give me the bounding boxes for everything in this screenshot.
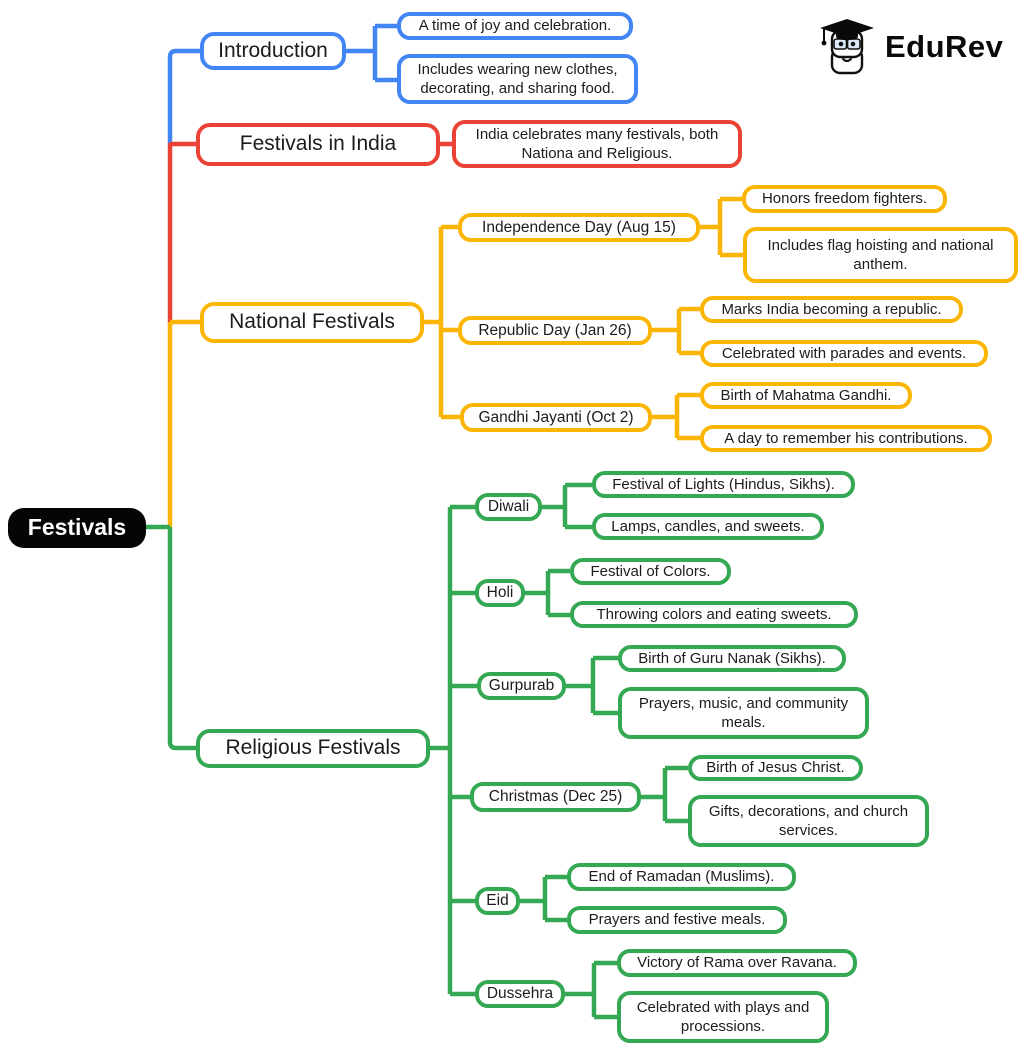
leaf-prayers-music: Prayers, music, and community meals.: [618, 687, 869, 739]
subbranch-gurpurab: Gurpurab: [477, 672, 566, 700]
leaf-gifts-decorations: Gifts, decorations, and church services.: [688, 795, 929, 847]
subbranch-gandhi-jayanti: Gandhi Jayanti (Oct 2): [460, 403, 652, 432]
subbranch-eid: Eid: [475, 887, 520, 915]
leaf-festival-of-lights: Festival of Lights (Hindus, Sikhs).: [592, 471, 855, 498]
root-node-festivals: Festivals: [8, 508, 146, 548]
leaf-flag-hoisting: Includes flag hoisting and national anthem.: [743, 227, 1018, 283]
leaf-honors-freedom-fighters: Honors freedom fighters.: [742, 185, 947, 213]
branch-national-festivals: National Festivals: [200, 302, 424, 343]
leaf-birth-jesus: Birth of Jesus Christ.: [688, 755, 863, 781]
subbranch-dussehra: Dussehra: [475, 980, 565, 1008]
leaf-remember-contributions: A day to remember his contributions.: [700, 425, 992, 452]
leaf-guru-nanak: Birth of Guru Nanak (Sikhs).: [618, 645, 846, 672]
branch-introduction: Introduction: [200, 32, 346, 70]
branch-religious-festivals: Religious Festivals: [196, 729, 430, 768]
leaf-end-of-ramadan: End of Ramadan (Muslims).: [567, 863, 796, 891]
leaf-new-clothes: Includes wearing new clothes, decorating, and sharing food.: [397, 54, 638, 104]
leaf-india-celebrates: India celebrates many festivals, both Nationa and Religious.: [452, 120, 742, 168]
leaf-marks-republic: Marks India becoming a republic.: [700, 296, 963, 323]
leaf-victory-of-rama: Victory of Rama over Ravana.: [617, 949, 857, 977]
leaf-plays-processions: Celebrated with plays and processions.: [617, 991, 829, 1043]
subbranch-christmas: Christmas (Dec 25): [470, 782, 641, 812]
leaf-prayers-festive-meals: Prayers and festive meals.: [567, 906, 787, 934]
subbranch-republic-day: Republic Day (Jan 26): [458, 316, 652, 345]
edurev-logo: [816, 14, 1012, 80]
subbranch-diwali: Diwali: [475, 493, 542, 521]
leaf-joy-celebration: A time of joy and celebration.: [397, 12, 633, 40]
edurev-wordmark: EduRev: [885, 29, 1004, 64]
subbranch-holi: Holi: [475, 579, 525, 607]
leaf-lamps-candles: Lamps, candles, and sweets.: [592, 513, 824, 540]
leaf-festival-of-colors: Festival of Colors.: [570, 558, 731, 585]
leaf-parades-events: Celebrated with parades and events.: [700, 340, 988, 367]
edurev-mascot-icon: [816, 17, 878, 77]
branch-festivals-in-india: Festivals in India: [196, 123, 440, 166]
leaf-throwing-colors: Throwing colors and eating sweets.: [570, 601, 858, 628]
subbranch-independence-day: Independence Day (Aug 15): [458, 213, 700, 242]
leaf-birth-gandhi: Birth of Mahatma Gandhi.: [700, 382, 912, 409]
